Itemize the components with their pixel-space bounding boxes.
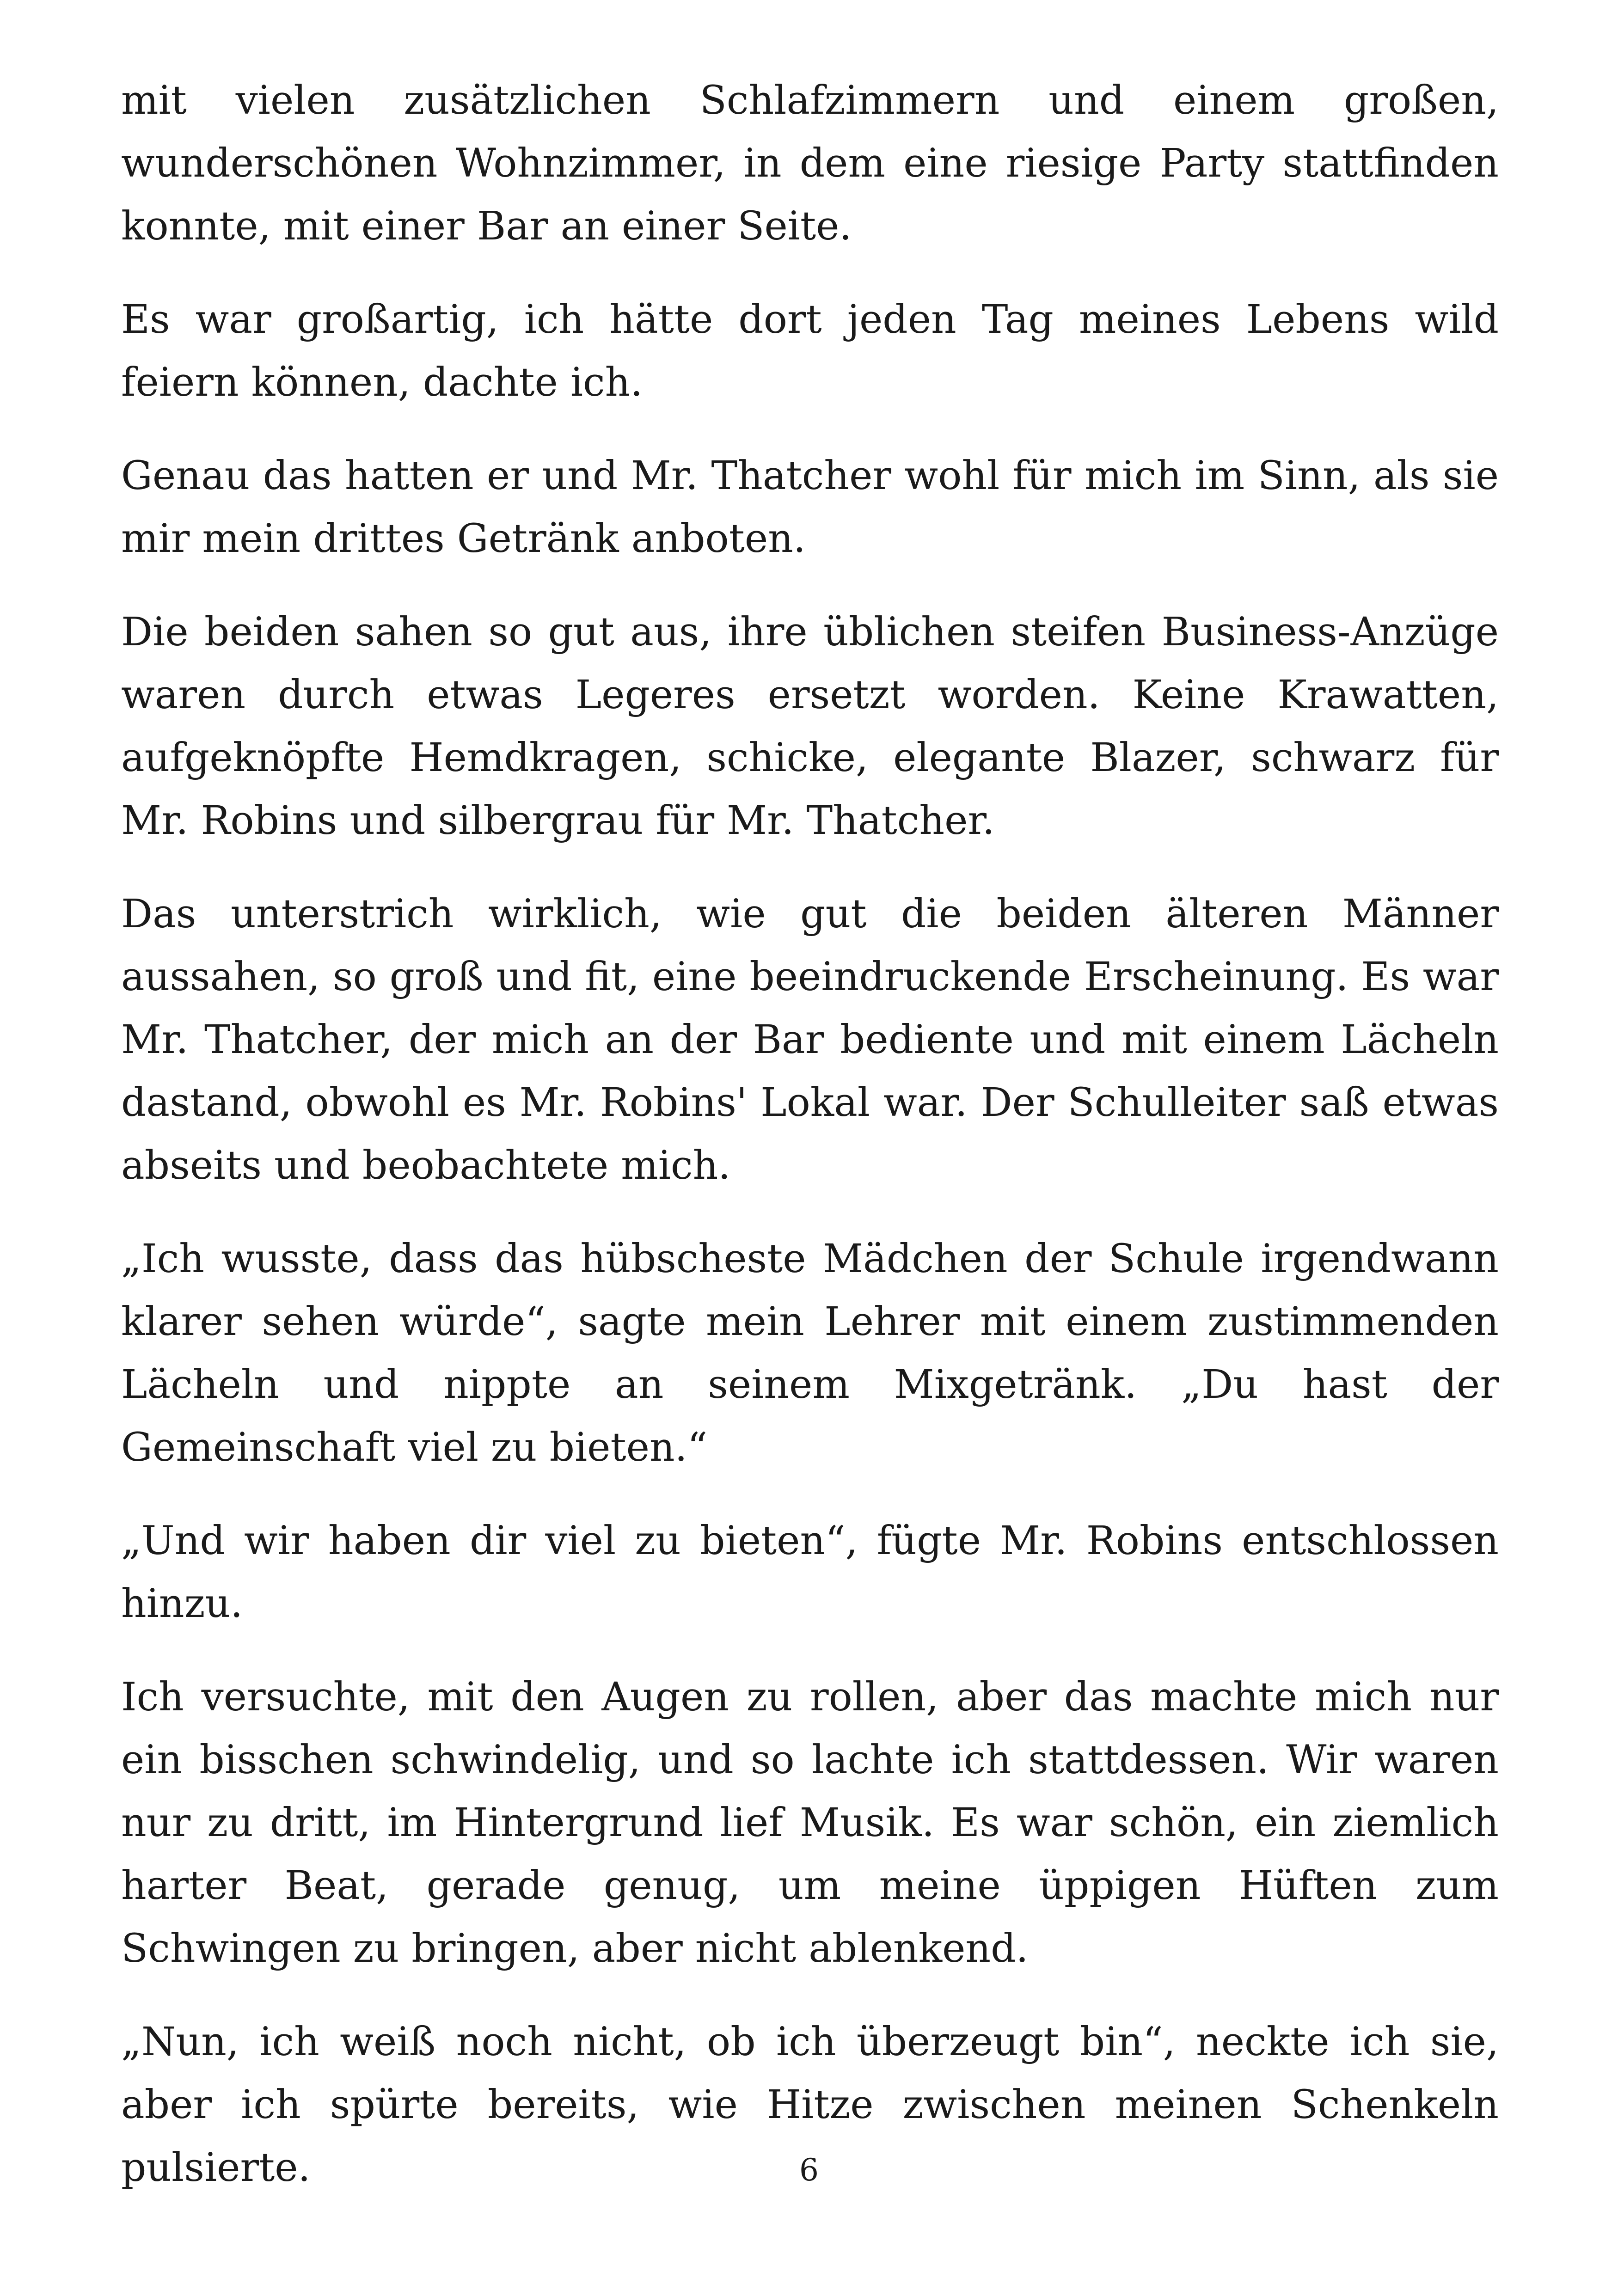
paragraph-9: „Nun, ich weiß noch nicht, ob ich überzeugt bin“, neckte ich sie, aber ich spürte bereits, wie Hitze zwischen meinen Schenkeln pulsierte.	[121, 2019, 1499, 2191]
paragraph-8: Ich versuchte, mit den Augen zu rollen, aber das machte mich nur ein bisschen schwindelig, und so lachte ich stattdessen. Wir waren nur zu dritt, im Hintergrund lief Musik. Es war schön, ein ziemlich harter Beat, gerade genug, um meine üppigen Hüften zum Schwingen zu bringen, aber nicht ablenkend.	[121, 1674, 1499, 1971]
paragraph-3: Genau das hatten er und Mr. Thatcher wohl für mich im Sinn, als sie mir mein drittes Getränk anboten.	[121, 453, 1499, 562]
paragraph-4: Die beiden sahen so gut aus, ihre üblichen steifen Business-Anzüge waren durch etwas Legeres ersetzt worden. Keine Krawatten, aufgeknöpfte Hemdkragen, schicke, elegante Blazer, schwarz für Mr. Robins und silbergrau für Mr. Thatcher.	[121, 609, 1499, 844]
page-number: 6	[799, 2152, 819, 2188]
paragraph-2: Es war großartig, ich hätte dort jeden Tag meines Lebens wild feiern können, dachte ich.	[121, 297, 1499, 405]
paragraph-1: mit vielen zusätzlichen Schlafzimmern und einem großen, wunderschönen Wohnzimmer, in dem eine riesige Party stattfinden konnte, mit einer Bar an einer Seite.	[121, 78, 1499, 249]
paragraph-7: „Und wir haben dir viel zu bieten“, fügte Mr. Robins entschlossen hinzu.	[121, 1518, 1499, 1627]
paragraph-6: „Ich wusste, dass das hübscheste Mädchen der Schule irgendwann klarer sehen würde“, sagte mein Lehrer mit einem zustimmenden Lächeln und nippte an seinem Mixgetränk. „Du hast der Gemeinschaft viel zu bieten.“	[121, 1236, 1499, 1470]
paragraph-5: Das unterstrich wirklich, wie gut die beiden älteren Männer aussahen, so groß und fit, eine beeindruckende Erscheinung. Es war Mr. Thatcher, der mich an der Bar bediente und mit einem Lächeln dastand, obwohl es Mr. Robins' Lokal war. Der Schulleiter saß etwas abseits und beobachtete mich.	[121, 891, 1499, 1188]
page-body	[121, 69, 1499, 2230]
